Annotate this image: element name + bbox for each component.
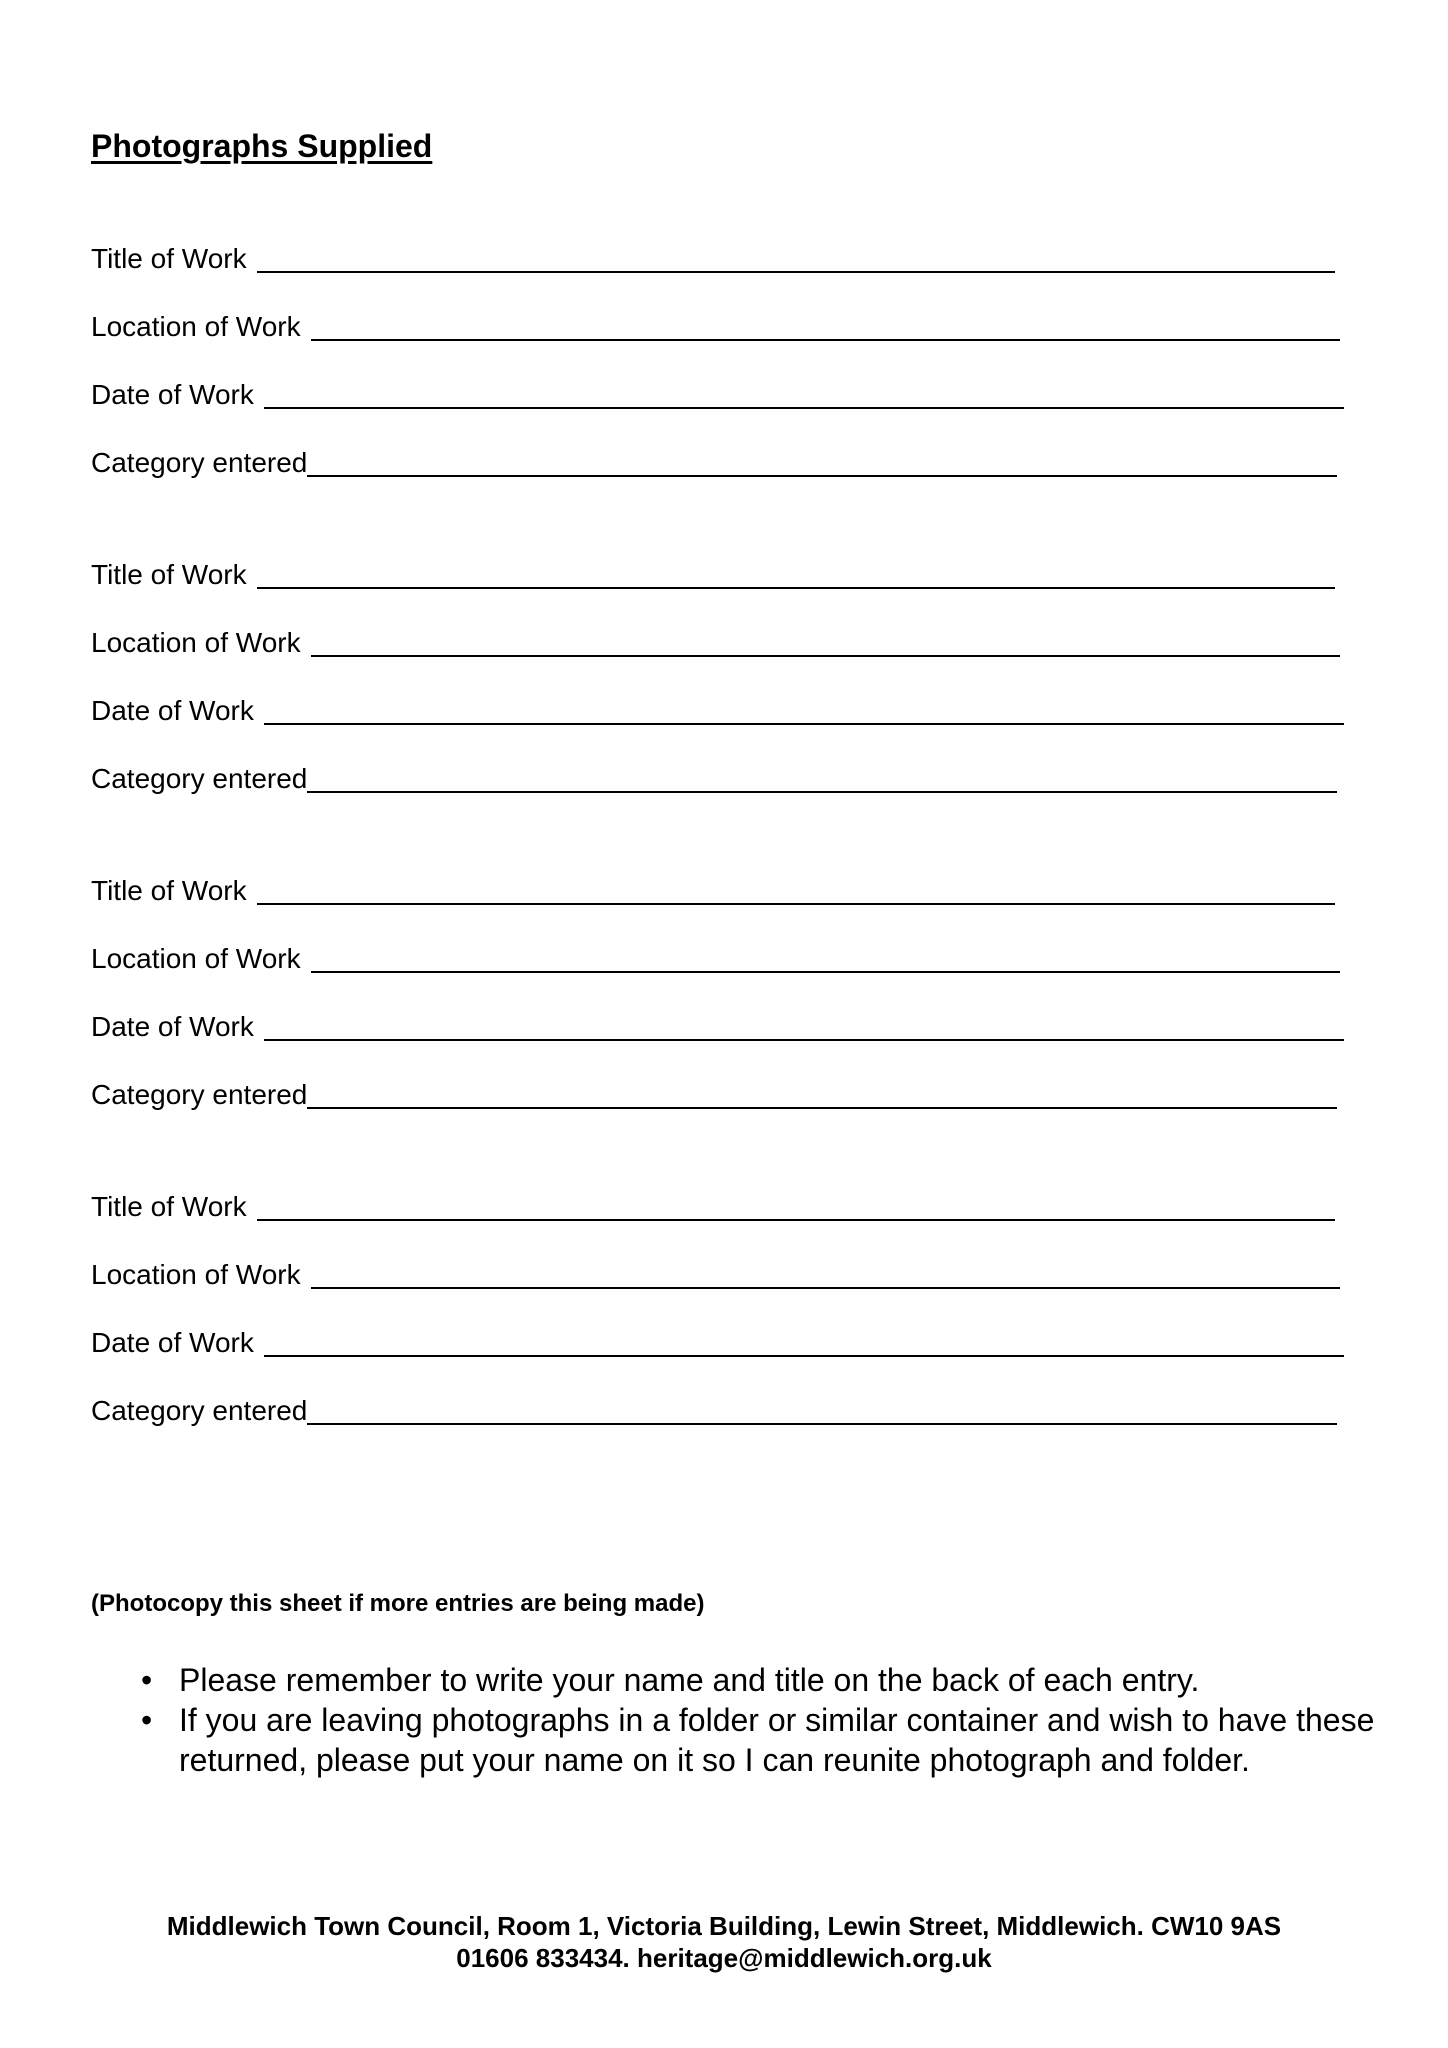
category-entered-label: Category entered (91, 1395, 308, 1426)
title-of-work-label: Title of Work (91, 875, 247, 906)
date-of-work-line[interactable] (264, 1039, 1344, 1041)
list-item-text: If you are leaving photographs in a folder or similar container and wish to have these returned, please put your name on it so I can reunite photograph and folder. (179, 1702, 1375, 1778)
bullet-icon: • (141, 1662, 153, 1698)
location-of-work-field-3[interactable] (91, 936, 1340, 976)
title-of-work-line[interactable] (257, 903, 1335, 905)
list-item (91, 1700, 1381, 1780)
date-of-work-field-4[interactable] (91, 1320, 1344, 1360)
category-entered-field-2[interactable] (91, 756, 1337, 796)
title-of-work-label: Title of Work (91, 1191, 247, 1222)
location-of-work-label: Location of Work (91, 1259, 301, 1290)
category-entered-field-4[interactable] (91, 1388, 1337, 1428)
category-entered-line[interactable] (307, 1107, 1337, 1109)
title-of-work-line[interactable] (257, 587, 1335, 589)
category-entered-field-3[interactable] (91, 1072, 1337, 1112)
date-of-work-field-1[interactable] (91, 372, 1344, 412)
list-item-text: Please remember to write your name and title on the back of each entry. (179, 1662, 1200, 1698)
contact-footer (0, 1910, 1448, 1974)
title-of-work-label: Title of Work (91, 243, 247, 274)
page-title: Photographs Supplied (91, 128, 433, 164)
category-entered-label: Category entered (91, 763, 308, 794)
date-of-work-line[interactable] (264, 1355, 1344, 1357)
footer-contact: 01606 833434. heritage@middlewich.org.uk (456, 1943, 992, 1973)
date-of-work-line[interactable] (264, 723, 1344, 725)
date-of-work-field-2[interactable] (91, 688, 1344, 728)
date-of-work-label: Date of Work (91, 695, 254, 726)
instructions-list (91, 1660, 1381, 1780)
location-of-work-label: Location of Work (91, 627, 301, 658)
title-of-work-label: Title of Work (91, 559, 247, 590)
location-of-work-field-4[interactable] (91, 1252, 1340, 1292)
title-of-work-field-2[interactable] (91, 552, 1335, 592)
location-of-work-field-1[interactable] (91, 304, 1340, 344)
list-item (91, 1660, 1381, 1700)
title-of-work-field-3[interactable] (91, 868, 1335, 908)
date-of-work-line[interactable] (264, 407, 1344, 409)
category-entered-label: Category entered (91, 1079, 308, 1110)
footer-address: Middlewich Town Council, Room 1, Victoria Building, Lewin Street, Middlewich. CW10 9AS (166, 1911, 1282, 1941)
category-entered-line[interactable] (307, 475, 1337, 477)
location-of-work-line[interactable] (311, 971, 1340, 973)
category-entered-label: Category entered (91, 447, 308, 478)
location-of-work-field-2[interactable] (91, 620, 1340, 660)
category-entered-line[interactable] (307, 791, 1337, 793)
location-of-work-line[interactable] (311, 339, 1340, 341)
title-of-work-line[interactable] (257, 1219, 1335, 1221)
date-of-work-field-3[interactable] (91, 1004, 1344, 1044)
location-of-work-label: Location of Work (91, 311, 301, 342)
title-of-work-field-4[interactable] (91, 1184, 1335, 1224)
category-entered-field-1[interactable] (91, 440, 1337, 480)
category-entered-line[interactable] (307, 1423, 1337, 1425)
location-of-work-line[interactable] (311, 1287, 1340, 1289)
bullet-icon: • (141, 1702, 153, 1738)
location-of-work-label: Location of Work (91, 943, 301, 974)
title-of-work-field-1[interactable] (91, 236, 1335, 276)
photocopy-note: (Photocopy this sheet if more entries are being made) (91, 1590, 705, 1617)
title-of-work-line[interactable] (257, 271, 1335, 273)
date-of-work-label: Date of Work (91, 1327, 254, 1358)
date-of-work-label: Date of Work (91, 1011, 254, 1042)
location-of-work-line[interactable] (311, 655, 1340, 657)
date-of-work-label: Date of Work (91, 379, 254, 410)
